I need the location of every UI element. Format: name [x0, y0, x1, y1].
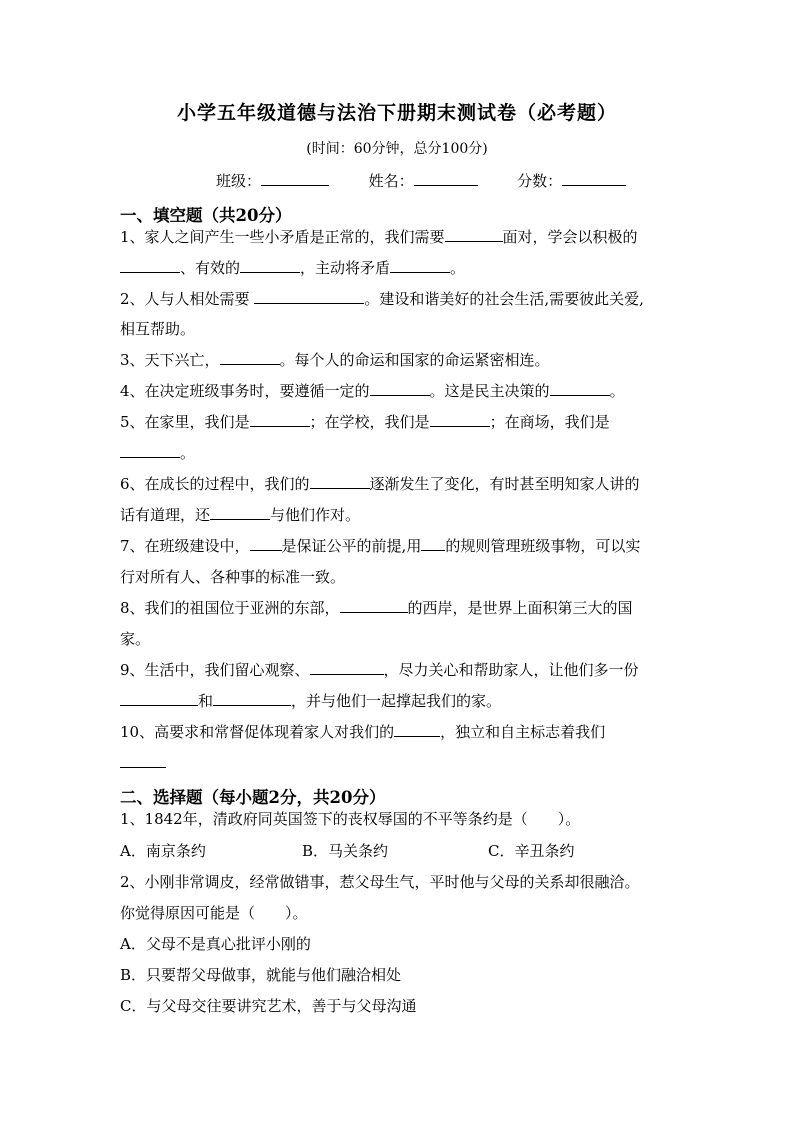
question-line: 2、人与人相处需要 。建设和谐美好的社会生活,需要彼此关爱, [120, 290, 644, 308]
answer-blank [550, 381, 610, 396]
question-stem: 1、1842年，清政府同英国签下的丧权辱国的不平等条约是（ ）。 [120, 810, 581, 828]
name-label: 姓名： [368, 172, 414, 190]
option-c: C．辛丑条约 [488, 842, 575, 860]
name-blank [414, 171, 478, 186]
answer-blank [210, 505, 270, 520]
question-line: 。 [120, 443, 195, 463]
question-line: 10、高要求和常督促体现着家人对我们的 ，独立和自主标志着我们 [120, 723, 606, 741]
answer-blank [421, 536, 445, 551]
question-line: 5、在家里，我们是 ；在学校，我们是 ；在商场，我们是 [120, 413, 610, 431]
question-line: 7、在班级建设中， 是保证公平的前提,用 的规则管理班级事物，可以实 [120, 537, 641, 555]
score-blank [562, 171, 626, 186]
section-heading-fill-blank: 一、填空题（共20分） [120, 206, 292, 225]
answer-blank [240, 258, 300, 273]
answer-blank [254, 289, 364, 304]
option-a: A．父母不是真心批评小刚的 [120, 935, 311, 953]
answer-blank [220, 350, 280, 365]
answer-blank [394, 722, 440, 737]
question-line: 3、天下兴亡， 。每个人的命运和国家的命运紧密相连。 [120, 351, 550, 369]
question-line: 6、在成长的过程中，我们的 逐渐发生了变化，有时甚至明知家人讲的 [120, 475, 640, 493]
answer-blank [340, 598, 408, 613]
class-blank [261, 171, 329, 186]
option-a: A．南京条约 [120, 842, 206, 860]
question-line: 相互帮助。 [120, 320, 196, 338]
class-label: 班级： [216, 172, 262, 190]
student-info-line [216, 170, 626, 191]
option-b: B．马关条约 [302, 842, 389, 860]
answer-blank [445, 227, 503, 242]
question-line: 、有效的 ，主动将矛盾 。 [120, 258, 465, 278]
answer-blank [310, 660, 384, 675]
exam-time-info: (时间：60分钟，总分100分) [306, 141, 488, 157]
answer-blank [250, 412, 310, 427]
question-line: 9、生活中，我们留心观察、 ，尽力关心和帮助家人，让他们多一份 [120, 661, 639, 679]
question-line [120, 753, 166, 773]
answer-blank [310, 474, 370, 489]
question-line: 家。 [120, 630, 151, 648]
question-line: 1、家人之间产生一些小矛盾是正常的，我们需要 面对，学会以积极的 [120, 228, 638, 246]
answer-blank [213, 691, 291, 706]
option-c: C．与父母交往要讲究艺术，善于与父母沟通 [120, 997, 417, 1015]
answer-blank [120, 258, 180, 273]
question-line: 4、在决定班级事务时，要遵循一定的 。这是民主决策的 。 [120, 382, 625, 400]
question-line: 话有道理，还 与他们作对。 [120, 506, 361, 524]
answer-blank [120, 753, 166, 768]
score-label: 分数： [517, 172, 563, 190]
answer-blank [250, 536, 282, 551]
question-line: 行对所有人、各种事的标准一致。 [120, 568, 346, 586]
section-heading-multiple-choice: 二、选择题（每小题2分，共20分） [120, 788, 386, 807]
option-b: B．只要帮父母做事，就能与他们融洽相处 [120, 966, 402, 984]
question-line: 和 ，并与他们一起撑起我们的家。 [120, 691, 501, 711]
question-line: 8、我们的祖国位于亚洲的东部， 的西岸，是世界上面积第三大的国 [120, 599, 633, 617]
answer-blank [370, 381, 430, 396]
answer-blank [390, 258, 450, 273]
answer-blank [120, 691, 198, 706]
question-stem: 2、小刚非常调皮，经常做错事，惹父母生气，平时他与父母的关系却很融洽。 [120, 873, 640, 891]
question-stem-continued: 你觉得原因可能是（ ）。 [120, 904, 308, 922]
page-title: 小学五年级道德与法治下册期末测试卷（必考题） [176, 102, 617, 124]
answer-blank [430, 412, 490, 427]
answer-blank [120, 443, 180, 458]
